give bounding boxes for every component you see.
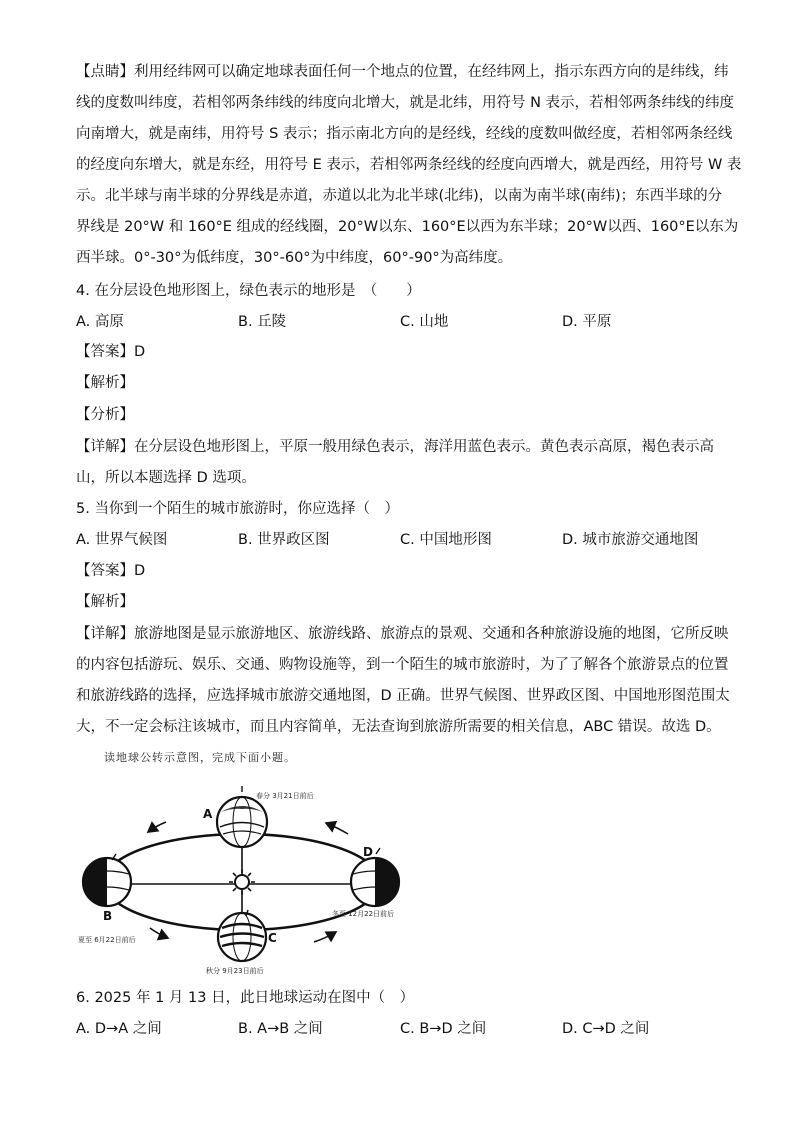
note-b: 夏至 6月22日前后: [78, 936, 136, 944]
q6-option-d: D. C→D 之间: [562, 1021, 650, 1037]
orbit-arrow-top-left: [148, 822, 166, 832]
q4-option-a: A. 高原: [76, 314, 124, 330]
q5-detail-line-4: 大，不一定会标注该城市，而且内容简单，无法查询到旅游所需要的相关信息，ABC 错误。故选 D。: [76, 719, 721, 735]
dianjing-line-6: 界线是 20°W 和 160°E 组成的经线圈，20°W以东、160°E以西为东半球；20°W以西、160°E以东为: [76, 219, 739, 235]
label-c: C: [268, 931, 277, 945]
q5-option-a: A. 世界气候图: [76, 532, 168, 548]
dianjing-line-4: 的经度向东增大，就是东经，用符号 E 表示，若相邻两条经线的经度向西增大，就是西经，用符号 W 表: [76, 157, 742, 173]
q4-detail-line-1: 【详解】在分层设色地形图上，平原一般用绿色表示，海洋用蓝色表示。黄色表示高原，褐色表示高: [76, 439, 714, 455]
q4-option-c: C. 山地: [400, 314, 449, 330]
q5-option-c: C. 中国地形图: [400, 532, 492, 548]
q4-detail-line-2: 山，所以本题选择 D 选项。: [76, 470, 256, 486]
q4-jiexi: 【解析】: [76, 375, 134, 391]
earth-revolution-diagram: [76, 782, 416, 977]
q4-option-b: B. 丘陵: [238, 314, 287, 330]
earth-position-c: [218, 910, 266, 961]
earth-position-b: [83, 854, 131, 906]
label-a: A: [203, 807, 213, 821]
label-d: D: [363, 845, 373, 859]
dianjing-line-3: 向南增大，就是南纬，用符号 S 表示；指示南北方向的是经线，经线的度数叫做经度，若相邻两条经线: [76, 126, 733, 142]
sun-icon: [229, 869, 255, 895]
dianjing-line-2: 线的度数叫纬度，若相邻两条纬线的纬度向北增大，就是北纬，用符号 N 表示，若相邻两条纬线的纬度: [76, 95, 735, 111]
q6-stem: 6. 2025 年 1 月 13 日，此日地球运动在图中（ ）: [76, 990, 415, 1006]
note-a: 春分 3月21日前后: [256, 792, 314, 800]
orbit-arrow-top-right: [326, 823, 348, 834]
q4-option-d: D. 平原: [562, 314, 612, 330]
q5-detail-line-2: 的内容包括游玩、娱乐、交通、购物设施等，到一个陌生的城市旅游时，为了了解各个旅游景点的位置: [76, 657, 729, 673]
dianjing-line-7: 西半球。0°-30°为低纬度，30°-60°为中纬度，60°-90°为高纬度。: [76, 250, 513, 266]
dianjing-line-1: 【点睛】利用经纬网可以确定地球表面任何一个地点的位置，在经纬网上，指示东西方向的是纬线，纬: [76, 64, 729, 80]
q5-jiexi: 【解析】: [76, 594, 134, 610]
dianjing-line-5: 示。北半球与南半球的分界线是赤道，赤道以北为北半球(北纬)，以南为南半球(南纬)；东西半球的分: [76, 188, 723, 204]
q5-detail-line-1: 【详解】旅游地图是显示旅游地区、旅游线路、旅游点的景观、交通和各种旅游设施的地图，它所反映: [76, 626, 729, 642]
note-c: 秋分 9月23日前后: [206, 967, 264, 975]
orbit-arrow-bottom-left: [150, 928, 168, 938]
q6-option-c: C. B→D 之间: [400, 1021, 487, 1037]
q4-fenxi: 【分析】: [76, 407, 134, 423]
q6-option-b: B. A→B 之间: [238, 1021, 323, 1037]
figure-caption: 读地球公转示意图，完成下面小题。: [104, 751, 296, 764]
orbit-arrow-bottom-right: [314, 932, 336, 942]
q5-answer: 【答案】D: [76, 563, 146, 579]
note-d: 冬至 12月22日前后: [332, 910, 395, 918]
q5-option-d: D. 城市旅游交通地图: [562, 532, 699, 548]
q5-stem: 5. 当你到一个陌生的城市旅游时，你应选择（ ）: [76, 501, 399, 517]
q5-option-b: B. 世界政区图: [238, 532, 330, 548]
q6-option-a: A. D→A 之间: [76, 1021, 162, 1037]
label-b: B: [103, 909, 113, 923]
q4-answer: 【答案】D: [76, 344, 146, 360]
q4-stem: 4. 在分层设色地形图上，绿色表示的地形是 （ ）: [76, 283, 421, 299]
q5-detail-line-3: 和旅游线路的选择，应选择城市旅游交通地图，D 正确。世界气候图、世界政区图、中国地形图范围太: [76, 688, 730, 704]
